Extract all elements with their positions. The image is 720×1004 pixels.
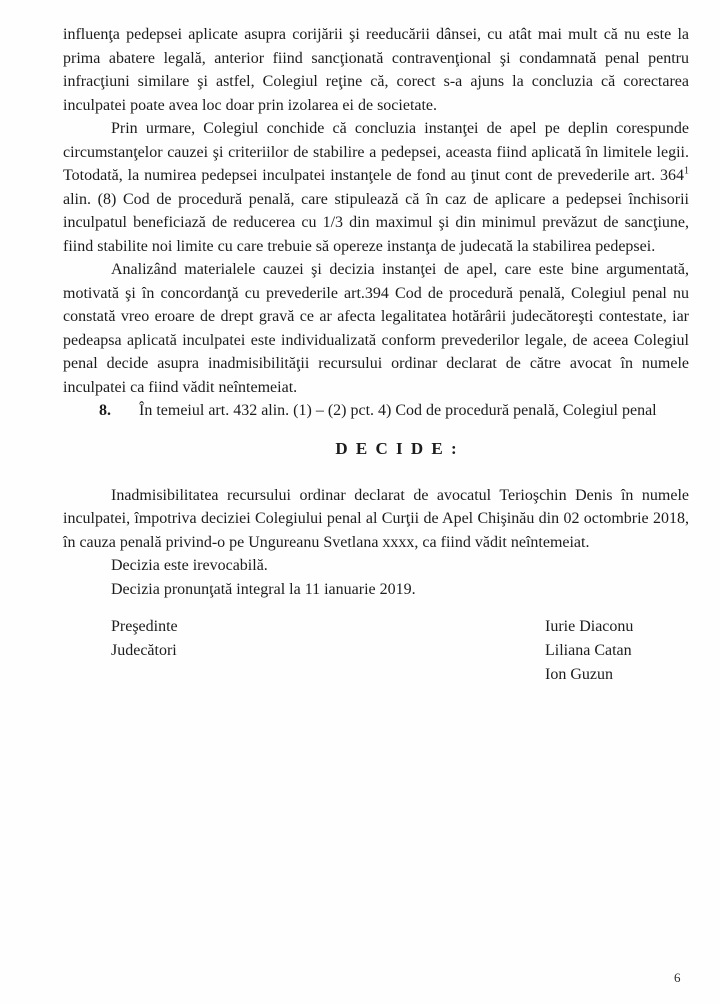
- item-8-text: În temeiul art. 432 alin. (1) – (2) pct. 4) Cod de procedură penală, Colegiul penal: [139, 402, 657, 419]
- item-8-number: 8.: [99, 402, 111, 419]
- page-number: 6: [674, 970, 681, 985]
- paragraph-irevocabila: Decizia este irevocabilă.: [111, 557, 268, 574]
- signature-name: Liliana Catan: [545, 642, 632, 659]
- document-body: [63, 23, 689, 687]
- paragraph-prin-urmare: [63, 117, 689, 258]
- signature-role-president: Preşedinte: [111, 618, 178, 635]
- signature-role-judges: Judecători: [111, 642, 177, 659]
- article-364-superscript: 1: [684, 165, 689, 177]
- paragraph-prin-urmare-part2: alin. (8) Cod de procedură penală, care stipulează că în caz de aplicare a pedepsei închisorii inculpatul beneficiază de reducerea cu 1/3 din maximul şi din minimul prevăzut de sancţiune, fiind stabilite noi limite cu care trebuie să opereze instanţa de judecată la stabilirea pedepsei.: [63, 190, 689, 255]
- signature-block: [63, 615, 689, 687]
- signature-name: Ion Guzun: [545, 666, 613, 683]
- paragraph-pronuntata: Decizia pronunţată integral la 11 ianuarie 2019.: [111, 580, 416, 598]
- decision-heading: D E C I D E :: [335, 438, 459, 458]
- paragraph-prin-urmare-part1: Prin urmare, Colegiul conchide că concluzia instanţei de apel pe deplin corespunde circumstanţelor cauzei şi criteriilor de stabilire a pedepsei, aceasta fiind aplicată în limitele legii. Totodată, la numirea pedepsei inculpatei instanţele de fond au ţinut cont de prevederile art. 364: [63, 120, 689, 184]
- paragraph-item-8: [63, 399, 689, 423]
- signature-names: [545, 615, 633, 687]
- paragraph-analizand: Analizând materialele cauzei şi decizia instanţei de apel, care este bine argumentată, motivată şi în concordanţă cu prevederile art.394 Cod de procedură penală, Colegiul penal nu constată vreo eroare de drept gravă ce ar afecta legalitatea hotărârii judecătoreşti contestate, iar pedeapsa aplicată inculpatei este individualizată conform prevederilor legale, de aceea Colegiul penal decide asupra inadmisibilităţii recursului ordinar declarat de către avocat în numele inculpatei ca fiind vădit neîntemeiat.: [63, 261, 689, 396]
- paragraph-inadmisibilitatea: Inadmisibilitatea recursului ordinar declarat de avocatul Terioşchin Denis în numele inculpatei, împotriva deciziei Colegiului penal al Curţii de Apel Chişinău din 02 octombrie 2018, în cauza penală privind-o pe Ungureanu Svetlana xxxx, ca fiind vădit neîntemeiat.: [63, 486, 689, 551]
- paragraph-continuation: influenţa pedepsei aplicate asupra corijării şi reeducării dânsei, cu atât mai mult că nu este la prima abatere legală, anterior fiind sancţionată contravenţional şi condamnată penal pentru infracţiuni similare şi astfel, Colegiul reţine că, corect s-a ajuns la concluzia că corectarea inculpatei poate avea loc doar prin izolarea ei de societate.: [63, 26, 689, 114]
- signature-name: Iurie Diaconu: [545, 618, 634, 635]
